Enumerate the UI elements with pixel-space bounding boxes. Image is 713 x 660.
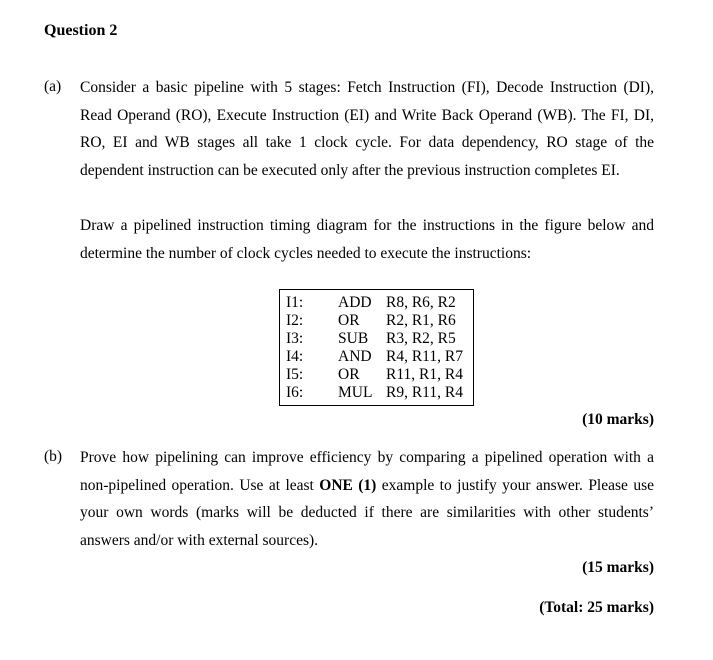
instruction-op: SUB (338, 330, 369, 347)
part-b-text-1: Prove how pipelining can improve efficiency by comparing a pipelined operation with a non-pipelined operation. Use at least (80, 449, 654, 494)
instruction-op: OR (338, 366, 360, 383)
instruction-row (286, 366, 463, 384)
instruction-operands: R8, R6, R2 (386, 294, 456, 311)
total-marks: (Total: 25 marks) (539, 599, 654, 616)
instruction-box (279, 289, 474, 406)
part-a-marks: (10 marks) (582, 411, 654, 428)
part-b-label: (b) (44, 448, 63, 465)
instruction-operands: R11, R1, R4 (386, 366, 463, 383)
instruction-label: I1: (286, 294, 304, 311)
instruction-label: I2: (286, 312, 304, 329)
instruction-label: I5: (286, 366, 304, 383)
part-a-paragraph-1: Consider a basic pipeline with 5 stages: Fetch Instruction (FI), Decode Instruction (DI), Read Operand (RO), Execute Instruction (EI) and Write Back Operand (WB). The FI, DI, RO, EI and WB stages all take 1 clock cycle. For data dependency, RO stage of the dependent instruction can be executed only after the previous instruction completes EI. (80, 79, 654, 179)
instruction-op: ADD (338, 294, 372, 311)
part-b-text-2: example to justify your answer. Please use your own words (marks will be deducted if there are similarities with other students’ answers and/or with external sources). (80, 476, 654, 549)
instruction-table (286, 294, 463, 402)
instruction-op: OR (338, 312, 360, 329)
part-b-paragraph (80, 444, 654, 554)
instruction-operands: R3, R2, R5 (386, 330, 456, 347)
instruction-row (286, 312, 463, 330)
instruction-row (286, 348, 463, 366)
part-b-marks: (15 marks) (582, 559, 654, 576)
instruction-operands: R4, R11, R7 (386, 348, 463, 365)
part-a-paragraph-2: Draw a pipelined instruction timing diagram for the instructions in the figure below and determine the number of clock cycles needed to execute the instructions: (80, 217, 654, 262)
instruction-op: MUL (338, 384, 373, 401)
question-title: Question 2 (44, 22, 118, 39)
instruction-row (286, 330, 463, 348)
instruction-operands: R9, R11, R4 (386, 384, 463, 401)
instruction-operands: R2, R1, R6 (386, 312, 456, 329)
instruction-row (286, 294, 463, 312)
instruction-label: I3: (286, 330, 304, 347)
instruction-op: AND (338, 348, 372, 365)
instruction-label: I4: (286, 348, 304, 365)
part-a-label: (a) (44, 78, 62, 95)
instruction-row (286, 384, 463, 402)
instruction-label: I6: (286, 384, 304, 401)
instruction-list (286, 294, 463, 402)
part-b-bold: ONE (1) (319, 476, 377, 494)
